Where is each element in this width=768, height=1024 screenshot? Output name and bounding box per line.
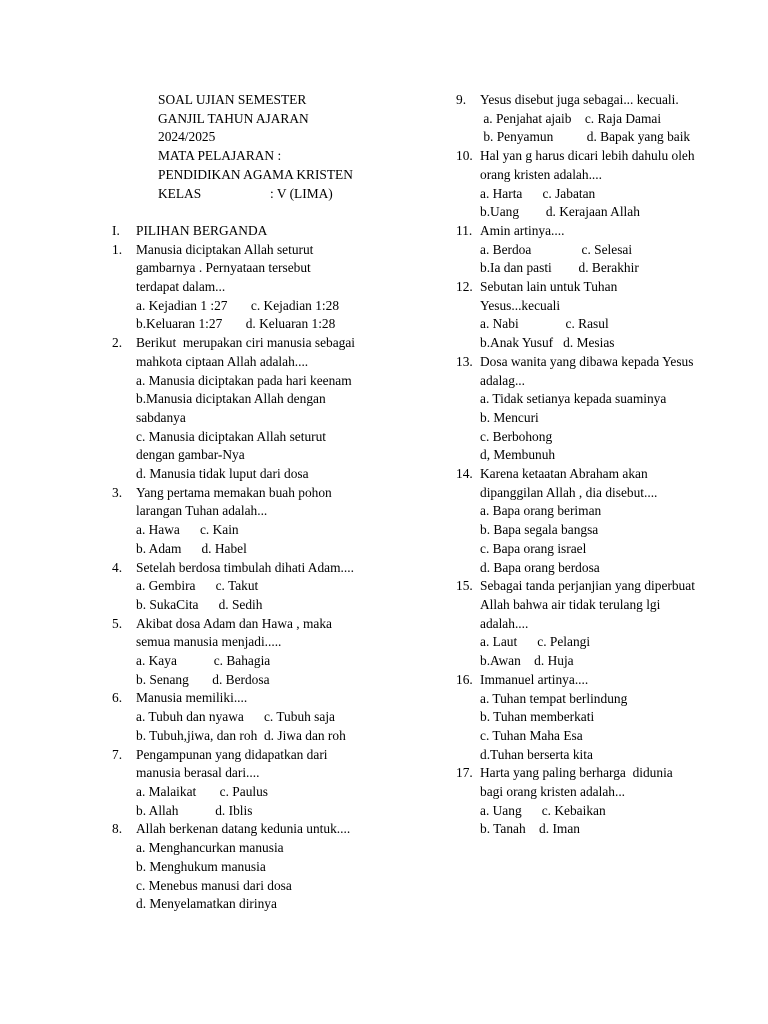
question-number: 2. <box>112 335 123 351</box>
answer-option: a. Penjahat ajaib c. Raja Damai <box>480 110 662 126</box>
question-text-line: Immanuel artinya.... <box>480 671 589 687</box>
question-number: 14. <box>456 466 473 482</box>
answer-option: dengan gambar-Nya <box>136 447 245 463</box>
question-list-left <box>112 241 382 914</box>
answer-option: a. Bapa orang beriman <box>480 503 602 519</box>
class-value: : V (LIMA) <box>270 185 333 201</box>
question-body <box>480 764 716 839</box>
answer-option: b. Senang d. Berdosa <box>136 671 270 687</box>
answer-option: a. Tubuh dan nyawa c. Tubuh saja <box>136 709 336 725</box>
question-text-line: Allah bahwa air tidak terulang lgi <box>480 596 661 612</box>
section-title: PILIHAN BERGANDA <box>136 222 268 238</box>
question-body <box>136 615 382 690</box>
class-row <box>158 185 382 204</box>
question-text-line: adalah.... <box>480 615 529 631</box>
answer-option: a. Manusia diciptakan pada hari keenam <box>136 372 352 388</box>
answer-option: sabdanya <box>136 409 186 425</box>
answer-option: b.Keluaran 1:27 d. Keluaran 1:28 <box>136 316 336 332</box>
question-body <box>480 278 716 353</box>
answer-option: b.Uang d. Kerajaan Allah <box>480 204 640 220</box>
answer-option: c. Berbohong <box>480 428 553 444</box>
question-body <box>480 465 716 577</box>
question-body <box>480 353 716 465</box>
question-number: 10. <box>456 148 473 164</box>
answer-option: b. Bapa segala bangsa <box>480 522 599 538</box>
question-item <box>456 764 716 839</box>
question-item <box>112 559 382 615</box>
question-number: 17. <box>456 765 473 781</box>
question-text-line: manusia berasal dari.... <box>136 765 260 781</box>
question-body <box>480 222 716 278</box>
question-text-line: Setelah berdosa timbulah dihati Adam.... <box>136 559 354 575</box>
question-body <box>480 671 716 765</box>
question-body <box>136 746 382 821</box>
question-text-line: dipanggilan Allah , dia disebut.... <box>480 484 658 500</box>
question-number: 8. <box>112 821 123 837</box>
answer-option: a. Uang c. Kebaikan <box>480 802 606 818</box>
question-body <box>136 689 382 745</box>
subject-label: MATA PELAJARAN : <box>158 148 282 164</box>
question-number: 16. <box>456 671 473 687</box>
right-column <box>456 91 716 839</box>
answer-option: b. Allah d. Iblis <box>136 802 253 818</box>
question-item <box>112 689 382 745</box>
answer-option: a. Malaikat c. Paulus <box>136 784 269 799</box>
question-number: 12. <box>456 279 473 295</box>
question-number: 3. <box>112 484 123 500</box>
question-text-line: Berikut merupakan ciri manusia sebagai <box>136 335 356 351</box>
question-item <box>456 353 716 465</box>
answer-option: b.Awan d. Huja <box>480 653 574 669</box>
question-text-line: gambarnya . Pernyataan tersebut <box>136 260 311 276</box>
question-text-line: Pengampunan yang didapatkan dari <box>136 746 328 762</box>
question-body <box>136 334 382 484</box>
question-item <box>456 465 716 577</box>
section-number: I. <box>112 222 120 238</box>
question-item <box>112 241 382 335</box>
question-text-line: Amin artinya.... <box>480 222 565 238</box>
answer-option: a. Hawa c. Kain <box>136 522 239 538</box>
question-text-line: Yesus disebut juga sebagai... kecuali. <box>480 92 679 107</box>
answer-option: b.Manusia diciptakan Allah dengan <box>136 391 326 407</box>
answer-option: a. Tuhan tempat berlindung <box>480 690 628 706</box>
question-item <box>112 334 382 484</box>
answer-option: a. Tidak setianya kepada suaminya <box>480 391 667 407</box>
question-text-line: Karena ketaatan Abraham akan <box>480 466 648 482</box>
left-column <box>112 91 382 914</box>
answer-option: c. Bapa orang israel <box>480 540 587 556</box>
class-label: KELAS <box>158 185 202 201</box>
answer-option: a. Berdoa c. Selesai <box>480 241 633 257</box>
answer-option: a. Kejadian 1 :27 c. Kejadian 1:28 <box>136 297 340 313</box>
question-text-line: Manusia memiliki.... <box>136 690 248 706</box>
answer-option: c. Manusia diciptakan Allah seturut <box>136 428 327 444</box>
answer-option: d.Tuhan berserta kita <box>480 746 593 762</box>
header-title-line-2: GANJIL TAHUN AJARAN <box>158 110 309 126</box>
answer-option: b. Adam d. Habel <box>136 540 247 556</box>
question-text-line: mahkota ciptaan Allah adalah.... <box>136 353 309 369</box>
question-item <box>456 577 716 671</box>
answer-option: b.Ia dan pasti d. Berakhir <box>480 260 639 276</box>
question-body <box>480 147 716 222</box>
question-number: 11. <box>456 222 473 238</box>
question-text-line: adalag... <box>480 372 525 388</box>
question-item <box>456 671 716 765</box>
answer-option: b.Anak Yusuf d. Mesias <box>480 335 615 351</box>
subject-value: PENDIDIKAN AGAMA KRISTEN <box>158 166 353 182</box>
question-text-line: Hal yan g harus dicari lebih dahulu oleh <box>480 148 695 164</box>
question-item <box>456 222 716 278</box>
question-number: 5. <box>112 615 123 631</box>
answer-option: a. Nabi c. Rasul <box>480 316 609 332</box>
question-item <box>112 615 382 690</box>
answer-option: a. Kaya c. Bahagia <box>136 653 271 669</box>
answer-option: a. Menghancurkan manusia <box>136 840 284 856</box>
question-number: 13. <box>456 353 473 369</box>
question-body <box>136 241 382 335</box>
question-number: 9. <box>456 92 467 107</box>
question-text-line: terdapat dalam... <box>136 279 226 295</box>
question-text-line: Sebagai tanda perjanjian yang diperbuat <box>480 578 695 594</box>
question-body <box>136 484 382 559</box>
question-text-line: Akibat dosa Adam dan Hawa , maka <box>136 615 332 631</box>
question-item <box>112 484 382 559</box>
answer-option: a. Gembira c. Takut <box>136 578 259 594</box>
question-text-line: bagi orang kristen adalah... <box>480 784 626 800</box>
header-title-line-1: SOAL UJIAN SEMESTER <box>158 92 307 107</box>
question-body <box>136 559 382 615</box>
answer-option: d. Bapa orang berdosa <box>480 559 600 575</box>
question-text-line: orang kristen adalah.... <box>480 166 602 182</box>
question-text-line: Dosa wanita yang dibawa kepada Yesus <box>480 353 694 369</box>
question-body <box>480 577 716 671</box>
answer-option: b. Menghukum manusia <box>136 858 266 874</box>
header-title-line-3: 2024/2025 <box>158 129 216 145</box>
answer-option: c. Menebus manusi dari dosa <box>136 877 292 893</box>
answer-option: b. Mencuri <box>480 409 539 425</box>
answer-option: c. Tuhan Maha Esa <box>480 727 583 743</box>
answer-option: b. Tuhan memberkati <box>480 709 595 725</box>
answer-option: b. Tanah d. Iman <box>480 821 580 837</box>
question-body <box>136 820 382 914</box>
answer-option: d, Membunuh <box>480 447 556 463</box>
answer-option: b. Tubuh,jiwa, dan roh d. Jiwa dan roh <box>136 727 346 743</box>
answer-option: d. Menyelamatkan dirinya <box>136 896 277 912</box>
question-number: 6. <box>112 690 123 706</box>
section-heading <box>112 222 382 241</box>
answer-option: a. Harta c. Jabatan <box>480 185 596 201</box>
question-item <box>456 147 716 222</box>
answer-option: b. SukaCita d. Sedih <box>136 596 263 612</box>
question-item <box>456 91 716 147</box>
question-text-line: Harta yang paling berharga didunia <box>480 765 673 781</box>
question-list-right <box>456 91 716 839</box>
question-item <box>456 278 716 353</box>
answer-option: d. Manusia tidak luput dari dosa <box>136 466 309 482</box>
question-number: 15. <box>456 578 473 594</box>
question-text-line: Manusia diciptakan Allah seturut <box>136 241 314 257</box>
answer-option: a. Laut c. Pelangi <box>480 634 591 650</box>
question-body <box>480 91 716 147</box>
question-number: 7. <box>112 746 123 762</box>
question-item <box>112 746 382 821</box>
question-number: 1. <box>112 241 123 257</box>
answer-option: b. Penyamun d. Bapak yang baik <box>480 129 691 145</box>
question-text-line: Allah berkenan datang kedunia untuk.... <box>136 821 351 837</box>
exam-header <box>112 91 382 203</box>
question-text-line: semua manusia menjadi..... <box>136 634 282 650</box>
question-number: 4. <box>112 559 123 575</box>
question-text-line: Sebutan lain untuk Tuhan <box>480 279 618 295</box>
question-item <box>112 820 382 914</box>
question-text-line: larangan Tuhan adalah... <box>136 503 268 519</box>
question-text-line: Yesus...kecuali <box>480 297 561 313</box>
question-text-line: Yang pertama memakan buah pohon <box>136 484 332 500</box>
